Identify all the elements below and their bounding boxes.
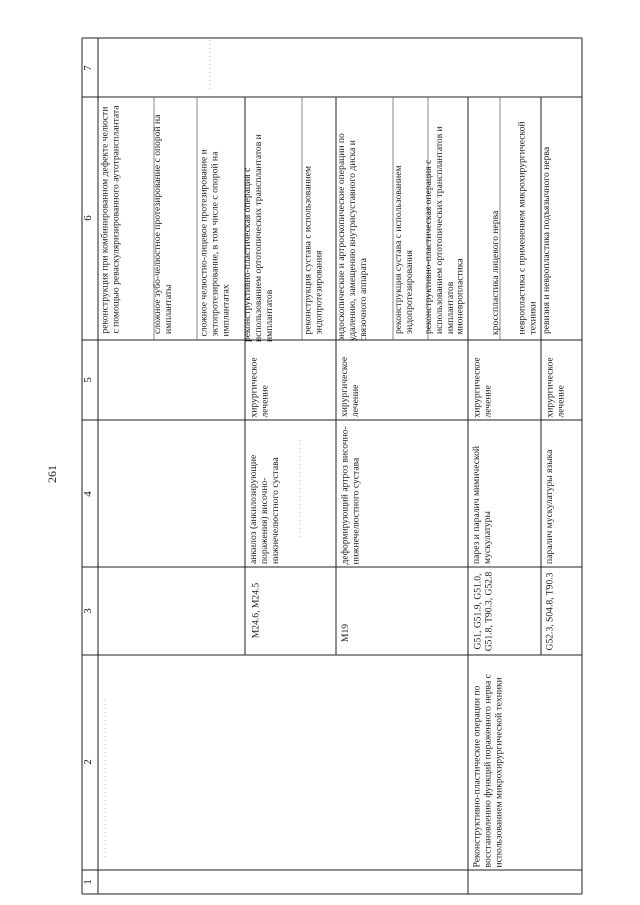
codes-cell: M19 [340, 623, 351, 643]
treatment-cell: хирургическое лечение [248, 356, 271, 417]
diagnosis-cell: анкилоз (анкилозирующие поражения) височно-нижнечелюстного сустава [248, 454, 282, 564]
header-col-5: 5 [82, 377, 94, 383]
procedure-cell: сложное челюстно-лицевое протезирование и эктопротезирование, в том числе с опорой на имплантатах [198, 148, 232, 336]
diagnosis-cell: паралич мускулатуры языка [544, 449, 555, 564]
procedure-cell: сложное зубо-челюстное протезирование с опорой на имплантаты [152, 114, 175, 334]
procedure-cell: реконструктивно-пластическая операция с использованием ортотопических трансплантатов и имплантатов [423, 126, 457, 334]
method-name-cell: Реконструктивно-пластические операции по восстановлению функций пораженного нерва с использованием микрохирургической техники [471, 673, 505, 867]
procedure-cell: ревизия и невропластика подъязычного нерва [541, 146, 552, 334]
codes-cell: G52.3, S04.8, T90.3 [544, 572, 555, 651]
procedure-cell: эндоскопические и артроскопические операции по удалению, замещению внутрисуставного диска и связочного аппарата [336, 133, 370, 341]
codes-cell: M24.6, M24.5 [250, 582, 261, 639]
treatment-cell: хирургическое лечение [471, 356, 494, 417]
procedure-cell: реконструкция при комбинированном дефекте челюсти с помощью реваскуляризированного аутотрансплантата [99, 104, 122, 333]
header-col-3: 3 [82, 608, 94, 614]
header-col-7: 7 [82, 65, 94, 71]
treatment-cell: хирургическое лечение [544, 356, 567, 417]
procedure-cell: невропластика с применением микрохирургической техники [516, 120, 539, 334]
header-col-1: 1 [82, 879, 94, 885]
procedure-cell: реконструкция сустава с использованием эндопротезирования [393, 165, 416, 334]
header-col-2: 2 [82, 759, 94, 765]
procedure-cell: реконструкция сустава с использованием эндопротезирования [302, 165, 325, 335]
page-number: 261 [45, 465, 59, 483]
header-col-4: 4 [82, 491, 94, 497]
diagnosis-cell: деформирующий артроз височно-нижнечелюстного сустава [339, 426, 362, 565]
procedure-cell: кросспластика лицевого нерва [490, 210, 501, 335]
procedure-cell: реконструктивно-пластическая операция с использованием ортотопических трансплантатов и имплантатов [242, 133, 276, 342]
diagnosis-cell: парез и паралич мимической мускулатуры [471, 445, 494, 564]
codes-cell: G51, G51.9, G51.0, G51.8, T90.3, G52.8 [472, 571, 495, 651]
treatment-cell: хирургическое лечение [339, 356, 362, 417]
header-col-6: 6 [82, 215, 94, 221]
procedure-cell: мионевропластика [454, 258, 465, 335]
